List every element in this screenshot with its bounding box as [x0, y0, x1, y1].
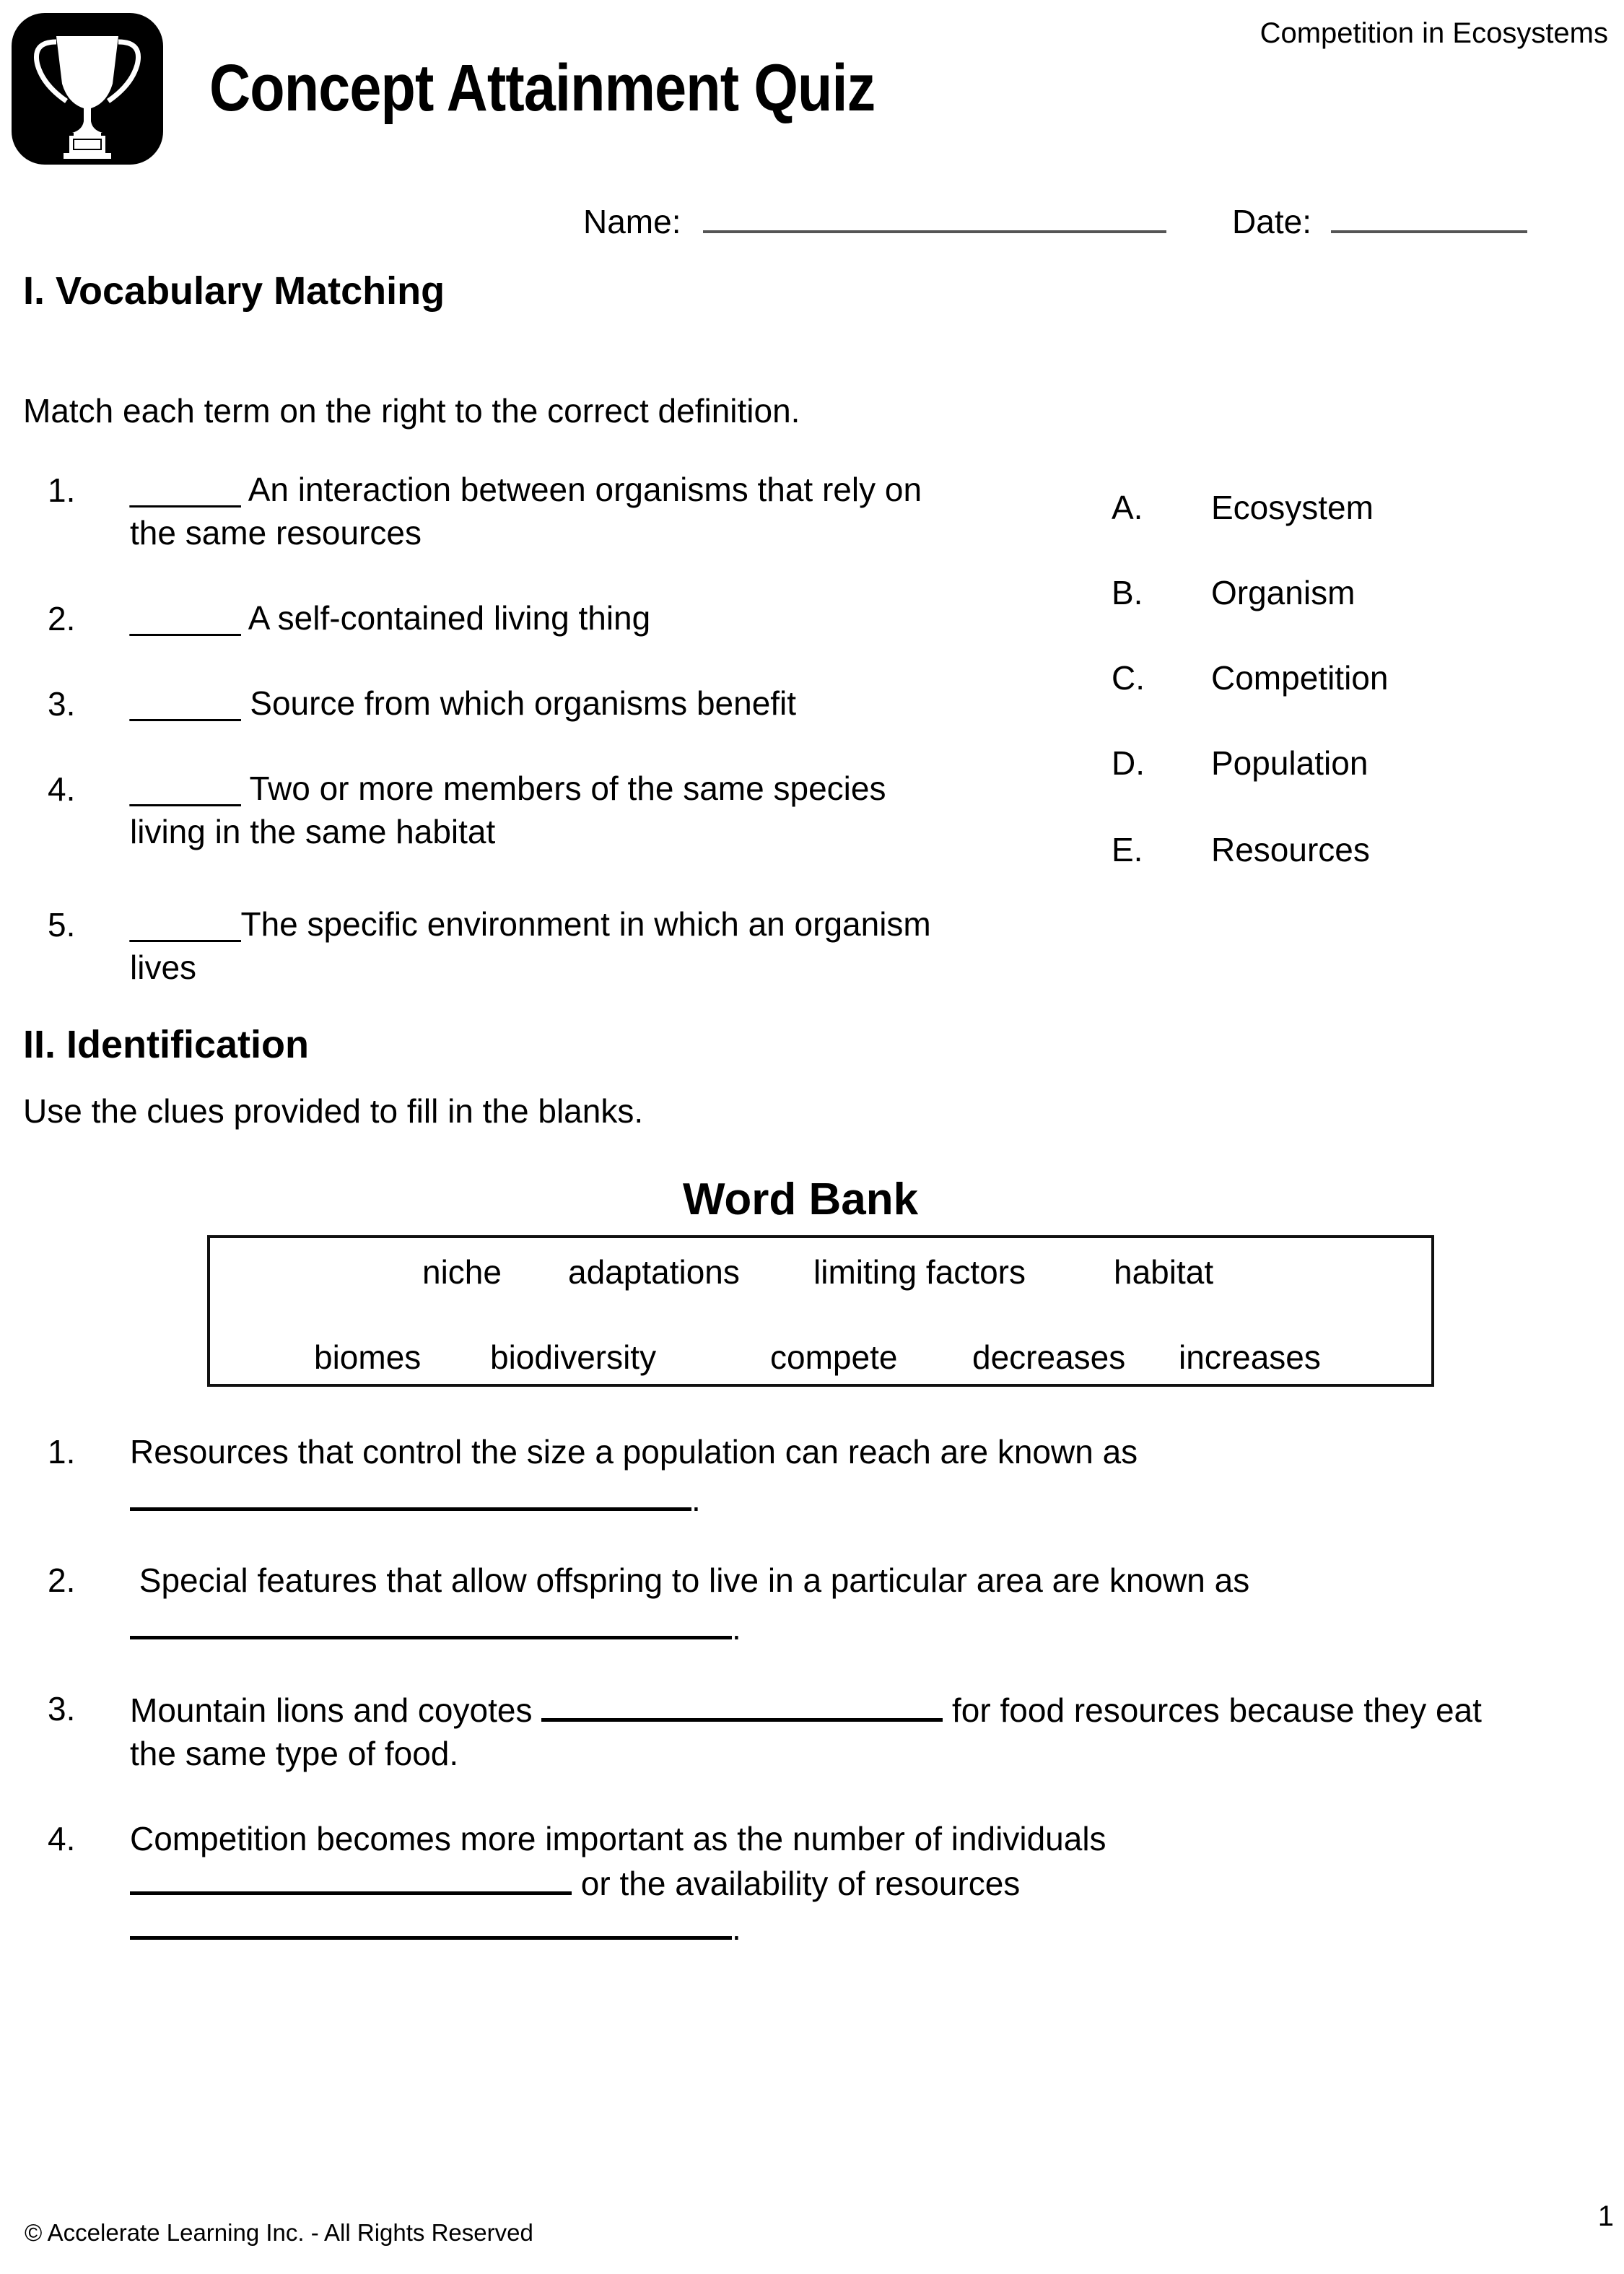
question-answer-line [130, 1607, 741, 1647]
page-title: Concept Attainment Quiz [209, 51, 876, 125]
definition-number: 3. [48, 685, 76, 723]
definition-text-cont: lives [130, 949, 197, 986]
term-word: Competition [1211, 659, 1389, 697]
term-word: Organism [1211, 574, 1355, 611]
question-text-cont [130, 1863, 1020, 1903]
section-instruction: Use the clues provided to fill in the blanks. [23, 1092, 644, 1130]
question-answer-line [130, 1478, 701, 1519]
definition-number: 4. [48, 770, 76, 808]
word-bank-word: increases [1179, 1338, 1321, 1376]
question-text-cont: the same type of food. [130, 1735, 459, 1772]
word-bank-word: decreases [972, 1338, 1126, 1376]
word-bank-title: Word Bank [683, 1175, 919, 1224]
definition-text: The specific environment in which an organism [240, 905, 931, 943]
term-word: Resources [1211, 831, 1370, 868]
trophy-icon [12, 13, 163, 165]
question-number: 1. [48, 1433, 76, 1471]
section-heading-identification: II. Identification [23, 1023, 310, 1066]
section-instruction: Match each term on the right to the correct definition. [23, 392, 800, 430]
question-answer-line [130, 1907, 741, 1948]
definition-text: Two or more members of the same species [249, 770, 886, 807]
trophy-icon-graphic [12, 13, 163, 165]
word-bank-word: habitat [1114, 1253, 1214, 1291]
question-number: 3. [48, 1690, 76, 1728]
word-bank-word: limiting factors [813, 1253, 1026, 1291]
name-field[interactable] [703, 230, 1166, 233]
question-text-before: Mountain lions and coyotes [130, 1691, 533, 1729]
definition-item [130, 767, 1025, 853]
copyright-footer: © Accelerate Learning Inc. - All Rights Reserved [25, 2219, 533, 2246]
fill-in-blank[interactable] [130, 1607, 732, 1639]
word-bank-word: adaptations [568, 1253, 740, 1291]
definition-text-cont: living in the same habitat [130, 813, 496, 850]
question-text [130, 1689, 1482, 1730]
page-number: 1 [1597, 2200, 1614, 2232]
word-bank-box [207, 1235, 1434, 1387]
question-number: 4. [48, 1820, 76, 1857]
question-text: Competition becomes more important as the number of individuals [130, 1820, 1106, 1857]
question-text-after: or the availability of resources [580, 1865, 1021, 1902]
term-word: Population [1211, 744, 1368, 782]
word-bank-word: compete [770, 1338, 898, 1376]
definition-text: A self-contained living thing [248, 599, 651, 637]
period: . [732, 1609, 741, 1647]
term-letter: D. [1112, 744, 1145, 782]
fill-in-blank[interactable] [130, 1863, 572, 1895]
question-number: 2. [48, 1561, 76, 1599]
answer-blank[interactable]: ______ [130, 905, 241, 943]
period: . [691, 1481, 701, 1518]
term-letter: C. [1112, 659, 1145, 697]
definition-text: An interaction between organisms that rely on [248, 471, 922, 508]
date-label: Date: [1232, 203, 1311, 240]
name-date-row [583, 202, 1527, 241]
word-bank-word: biodiversity [490, 1338, 657, 1376]
fill-in-blank[interactable] [130, 1478, 691, 1511]
date-field[interactable] [1331, 230, 1527, 233]
definition-item [130, 596, 1025, 640]
answer-blank[interactable]: ______ [130, 471, 241, 508]
fill-in-blank[interactable] [541, 1689, 943, 1722]
word-bank-word: niche [422, 1253, 502, 1291]
definition-number: 1. [48, 471, 76, 509]
question-text-after: for food resources because they eat [952, 1691, 1482, 1729]
answer-blank[interactable]: ______ [130, 684, 241, 722]
question-text: Special features that allow offspring to live in a particular area are known as [130, 1561, 1250, 1599]
term-letter: E. [1112, 831, 1143, 868]
definition-number: 2. [48, 600, 76, 637]
definition-text-cont: the same resources [130, 514, 422, 552]
definition-item [130, 468, 1025, 554]
term-letter: B. [1112, 574, 1143, 611]
term-letter: A. [1112, 489, 1143, 526]
definition-number: 5. [48, 906, 76, 944]
topic-label: Competition in Ecosystems [1260, 17, 1608, 49]
definition-item [130, 681, 1025, 725]
term-word: Ecosystem [1211, 489, 1374, 526]
definition-text: Source from which organisms benefit [250, 684, 797, 722]
fill-in-blank[interactable] [130, 1907, 732, 1940]
section-heading-vocabulary: I. Vocabulary Matching [23, 269, 445, 313]
definition-item [130, 902, 1025, 989]
question-text: Resources that control the size a population can reach are known as [130, 1433, 1138, 1471]
answer-blank[interactable]: ______ [130, 770, 241, 807]
word-bank-word: biomes [314, 1338, 422, 1376]
answer-blank[interactable]: ______ [130, 599, 241, 637]
name-label: Name: [583, 203, 681, 240]
period: . [732, 1909, 741, 1947]
